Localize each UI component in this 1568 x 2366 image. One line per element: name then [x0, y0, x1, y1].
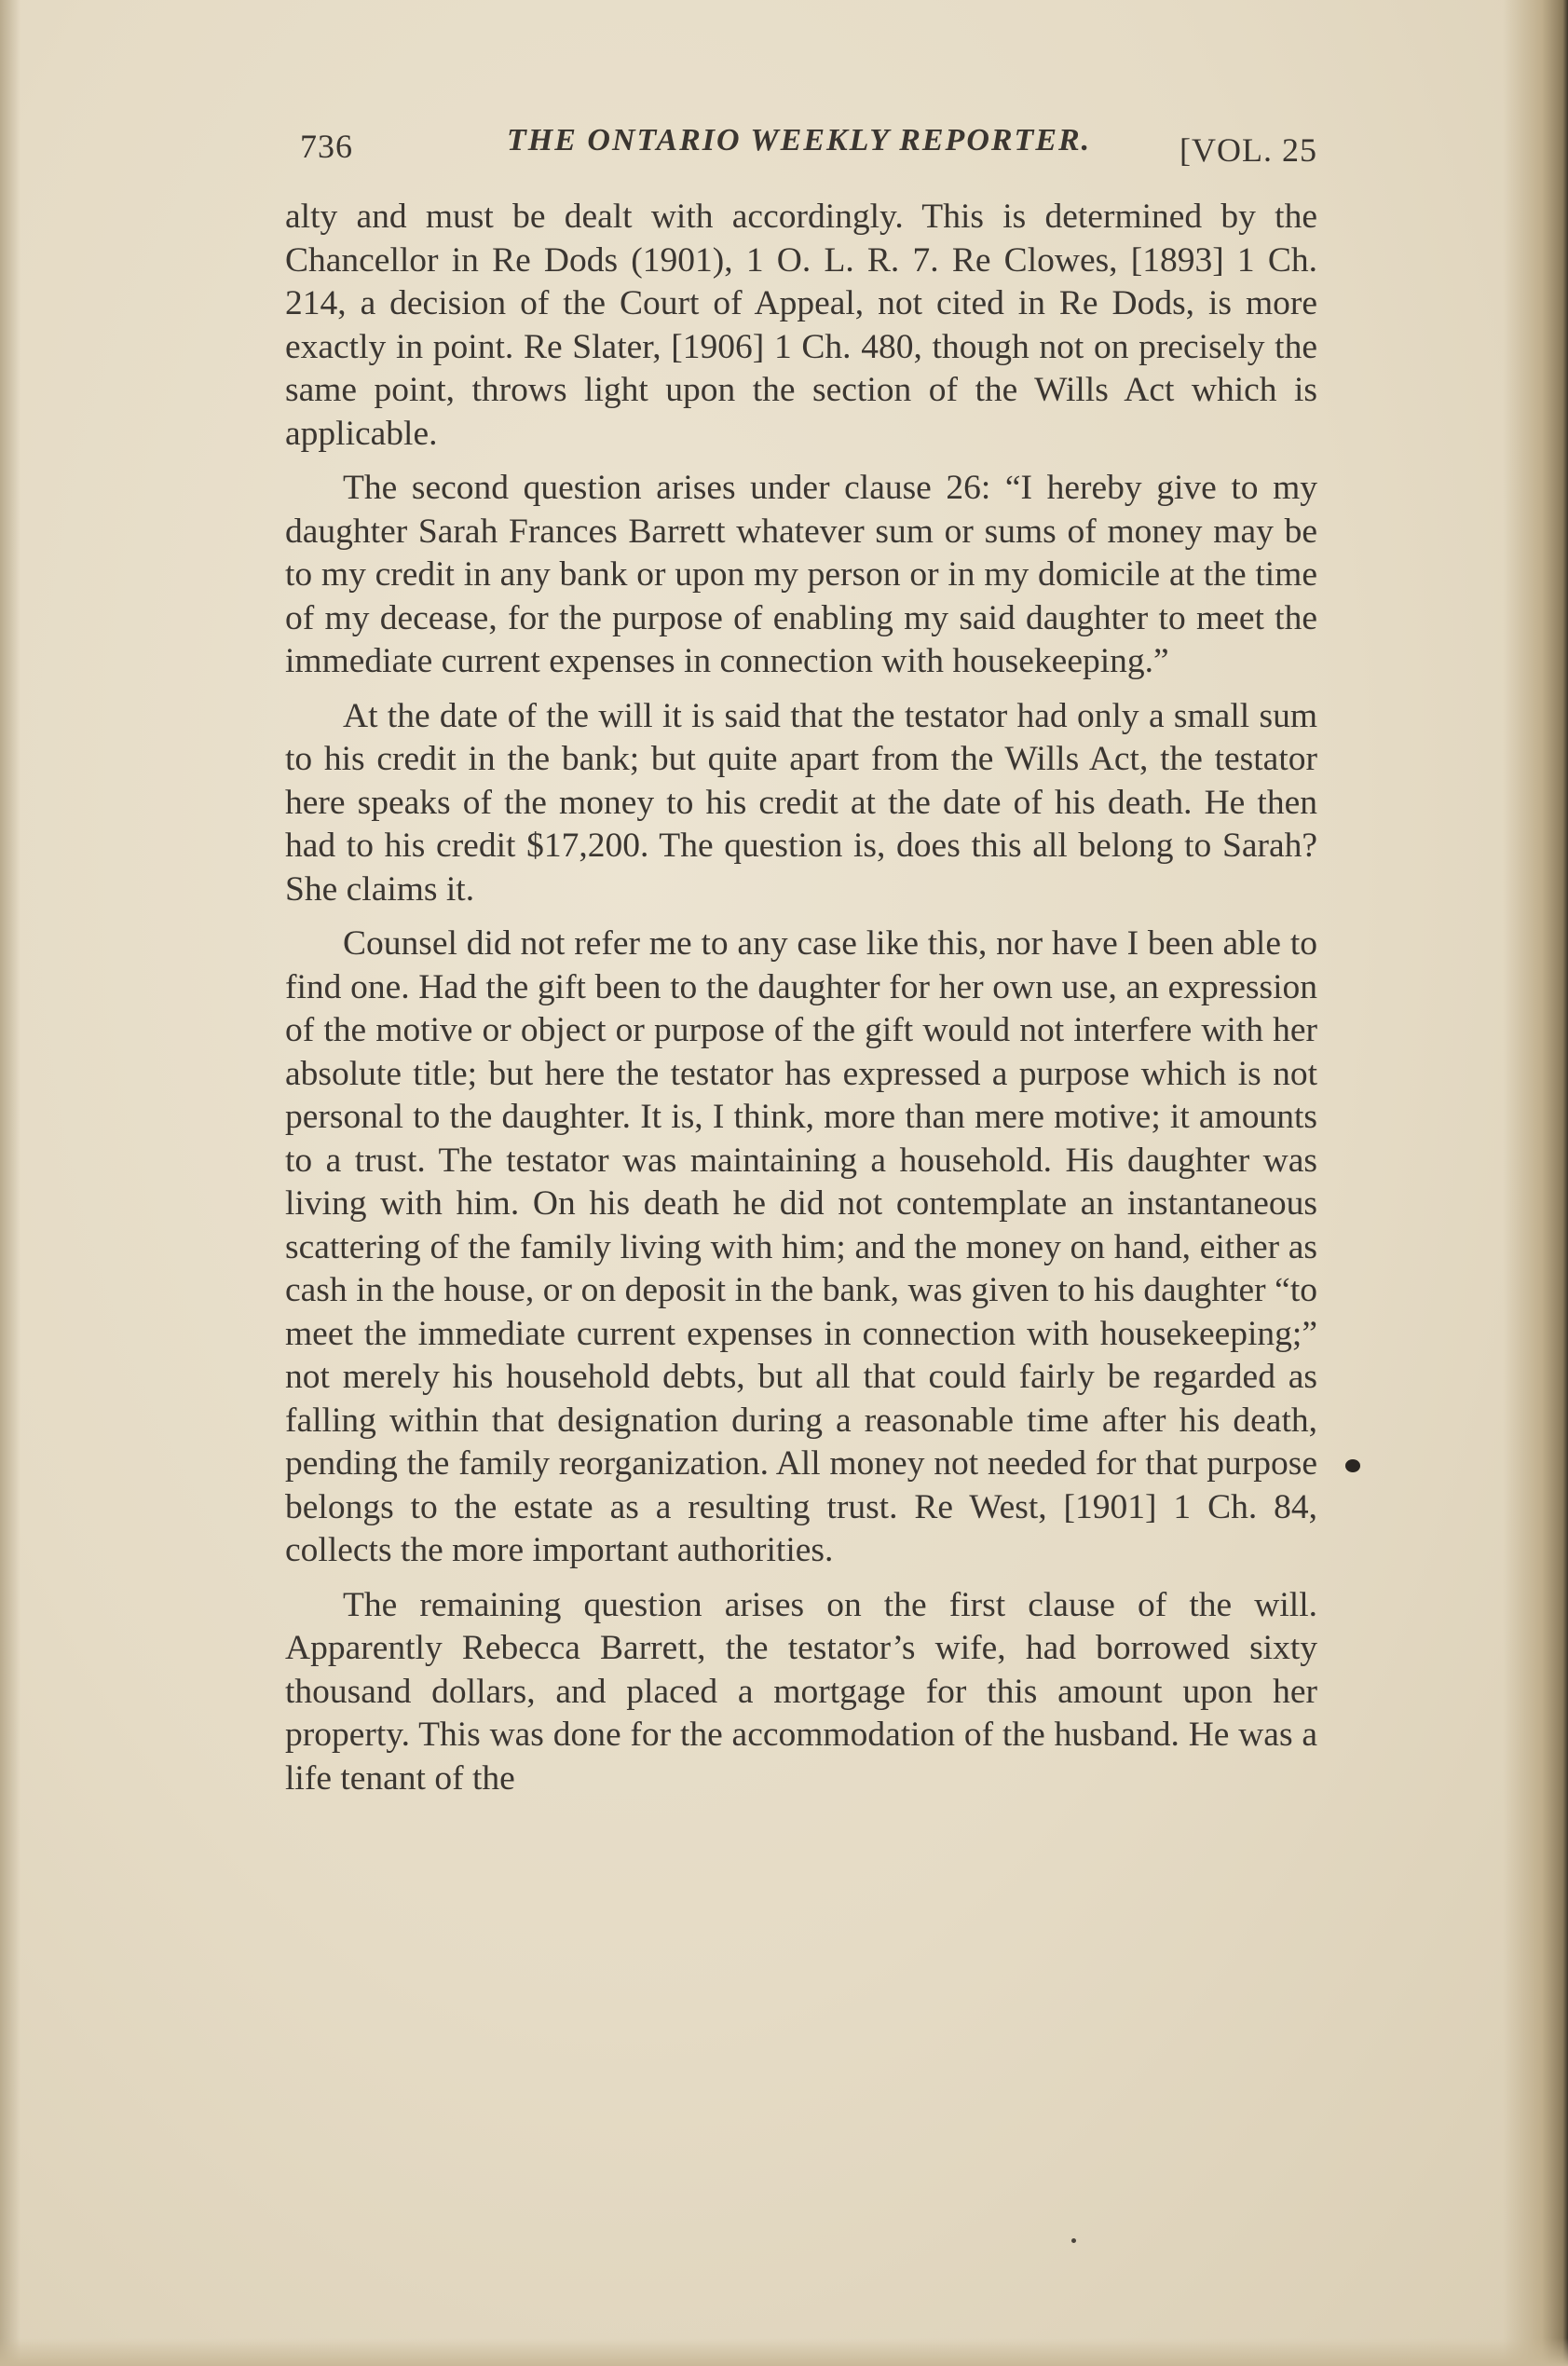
running-title: THE ONTARIO WEEKLY REPORTER.	[507, 123, 1092, 157]
ink-blot	[1345, 1459, 1360, 1472]
paragraph: alty and must be dealt with accordingly. This is determined by the Chancellor in Re Dods (1901), 1 O. L. R. 7. Re Clowes, [1893] 1 Ch. 214, a decision of the Court of Appeal, not cited in Re Dods, is more exactly in point. Re Slater, [1906] 1 Ch. 480, though not on precisely the same point, throws light upon the section of the Wills Act which is applicable.	[285, 198, 1317, 453]
running-header	[300, 119, 1317, 175]
paragraph: Counsel did not refer me to any case like this, nor have I been able to find one. Had the gift been to the daughter for her own use, an expression of the motive or object or purpose of the gift would not interfere with her absolute title; but here the testator has expressed a purpose which is not personal to the daughter. It is, I think, more than mere motive; it amounts to a trust. The testator was maintaining a household. His daughter was living with him. On his death he did not contemplate an instantaneous scattering of the family living with him; and the money on hand, either as cash in the house, or on deposit in the bank, was given to his daughter “to meet the immediate current expenses in connection with housekeeping;” not merely his household debts, but all that could fairly be regarded as falling within that designation during a reasonable time after his death, pending the family reorganization. All money not needed for that purpose belongs to the estate as a resulting trust. Re West, [1901] 1 Ch. 84, collects the more important authorities.	[285, 924, 1317, 1569]
page-bottom-edge	[0, 2338, 1568, 2366]
paragraph: The second question arises under clause 26: “I hereby give to my daughter Sarah Frances Barrett whatever sum or sums of money may be to my credit in any bank or upon my person or in my domicile at the time of my decease, for the purpose of enabling my said daughter to meet the immediate current expenses in connection with housekeeping.”	[285, 469, 1317, 680]
ink-speck	[1071, 2238, 1076, 2243]
page-left-shadow	[0, 0, 20, 2366]
paragraph: The remaining question arises on the first clause of the will. Apparently Rebecca Barrett, the testator’s wife, had borrowed sixty thousand dollars, and placed a mortgage for this amount upon her property. This was done for the accommodation of the husband. He was a life tenant of the	[285, 1585, 1317, 1798]
body-text	[285, 196, 1317, 1812]
paragraph: At the date of the will it is said that the testator had only a small sum to his credit in the bank; but quite apart from the Wills Act, the testator here speaks of the money to his credit at the date of his death. He then had to his credit $17,200. The question is, does this all belong to Sarah? She claims it.	[285, 696, 1317, 909]
page-binding-edge	[1503, 0, 1568, 2366]
volume-label: [VOL. 25	[1179, 131, 1317, 169]
page-number: 736	[300, 128, 353, 165]
